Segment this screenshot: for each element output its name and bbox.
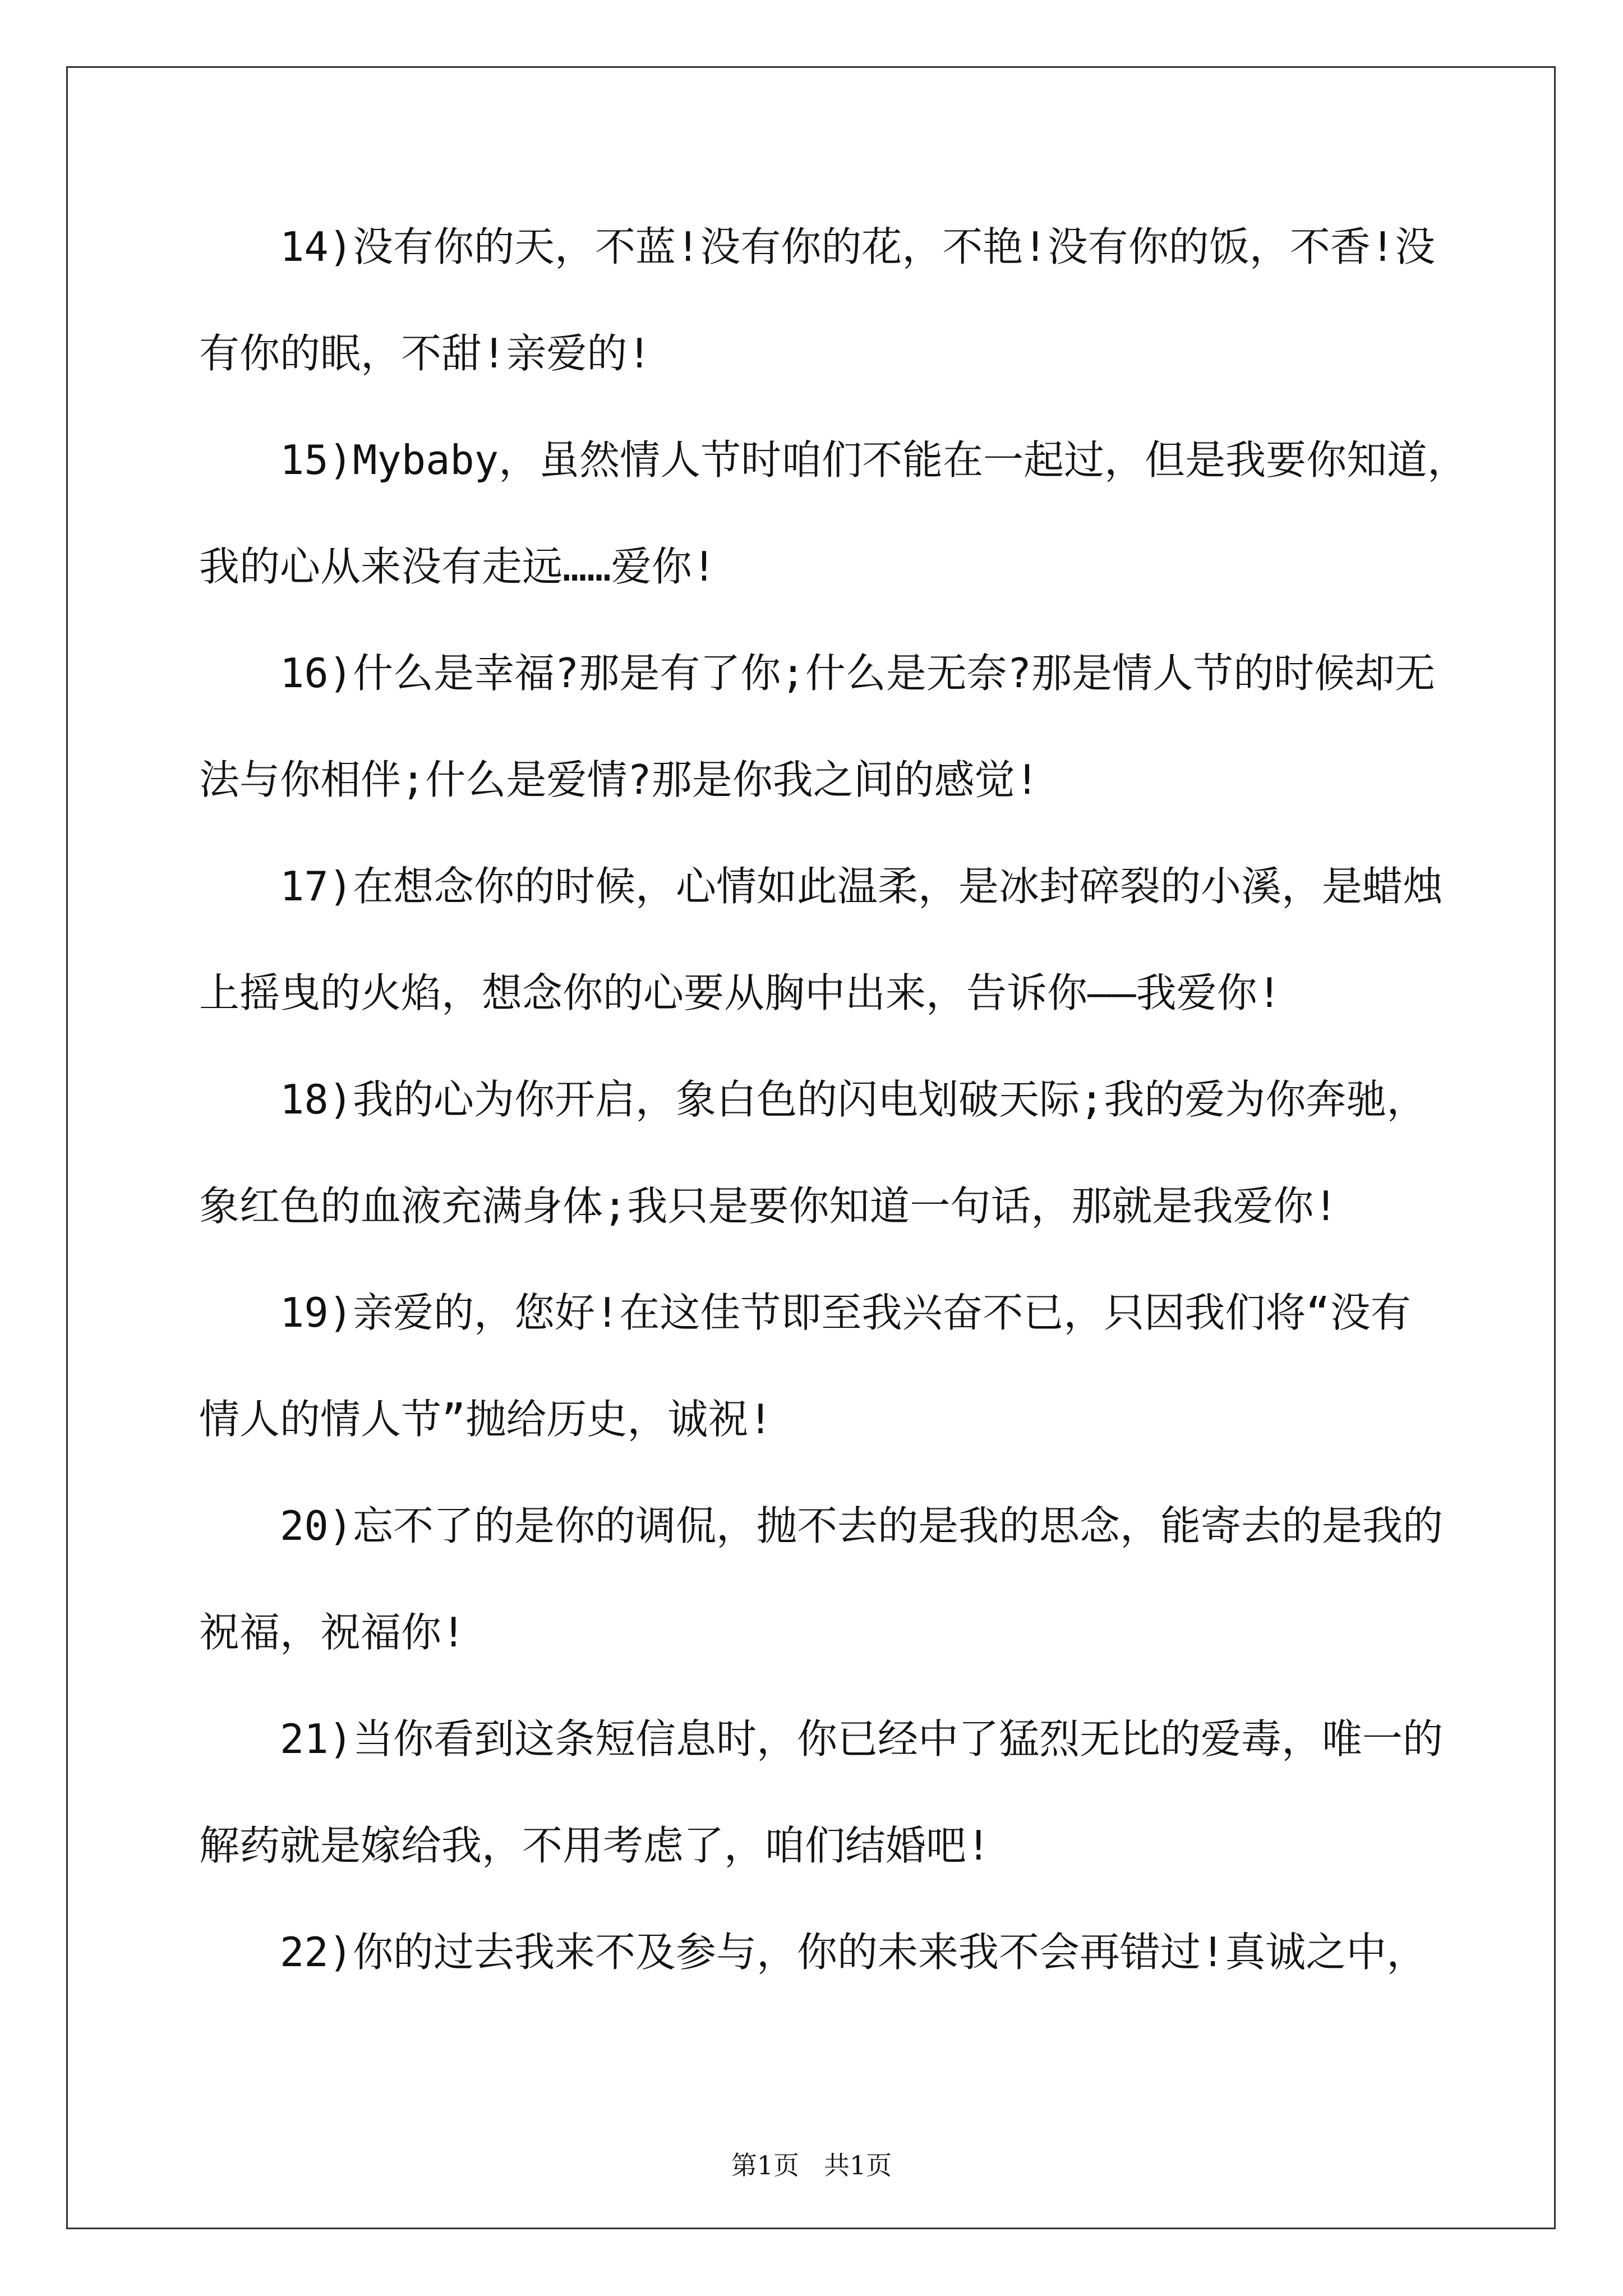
text-line: 19)亲爱的，您好!在这佳节即至我兴奋不已，只因我们将“没有 [280, 1289, 1411, 1336]
page-frame [66, 66, 1556, 2229]
text-line: 22)你的过去我来不及参与，你的未来我不会再错过!真诚之中， [280, 1929, 1427, 1976]
text-line: 法与你相伴;什么是爱情?那是你我之间的感觉! [199, 756, 1040, 803]
text-line: 情人的情人节”抛给历史，诚祝! [199, 1396, 773, 1443]
text-line: 16)什么是幸福?那是有了你;什么是无奈?那是情人节的时候却无 [280, 650, 1436, 697]
page-number: 第1页 [731, 2150, 800, 2180]
text-line: 14)没有你的天，不蓝!没有你的花，不艳!没有你的饭，不香!没 [280, 223, 1436, 270]
text-line: 17)在想念你的时候，心情如此温柔，是冰封碎裂的小溪，是蜡烛 [280, 863, 1444, 910]
text-line: 解药就是嫁给我，不用考虑了，咱们结婚吧! [199, 1822, 991, 1869]
page-footer [0, 2148, 1623, 2182]
text-line: 祝福，祝福你! [199, 1609, 466, 1656]
text-line: 上摇曳的火焰，想念你的心要从胸中出来，告诉你——我爱你! [199, 969, 1282, 1016]
text-line: 有你的眠，不甜!亲爱的! [199, 330, 652, 377]
text-line: 21)当你看到这条短信息时，你已经中了猛烈无比的爱毒，唯一的 [280, 1715, 1444, 1763]
text-line: 18)我的心为你开启，象白色的闪电划破天际;我的爱为你奔驰， [280, 1076, 1427, 1123]
text-line: 我的心从来没有走远……爱你! [199, 543, 717, 590]
text-line: 15)Mybaby，虽然情人节时咱们不能在一起过，但是我要你知道， [280, 436, 1468, 484]
text-line: 象红色的血液充满身体;我只是要你知道一句话，那就是我爱你! [199, 1182, 1338, 1230]
text-line: 20)忘不了的是你的调侃，抛不去的是我的思念，能寄去的是我的 [280, 1502, 1444, 1549]
page-total: 共1页 [823, 2150, 892, 2180]
